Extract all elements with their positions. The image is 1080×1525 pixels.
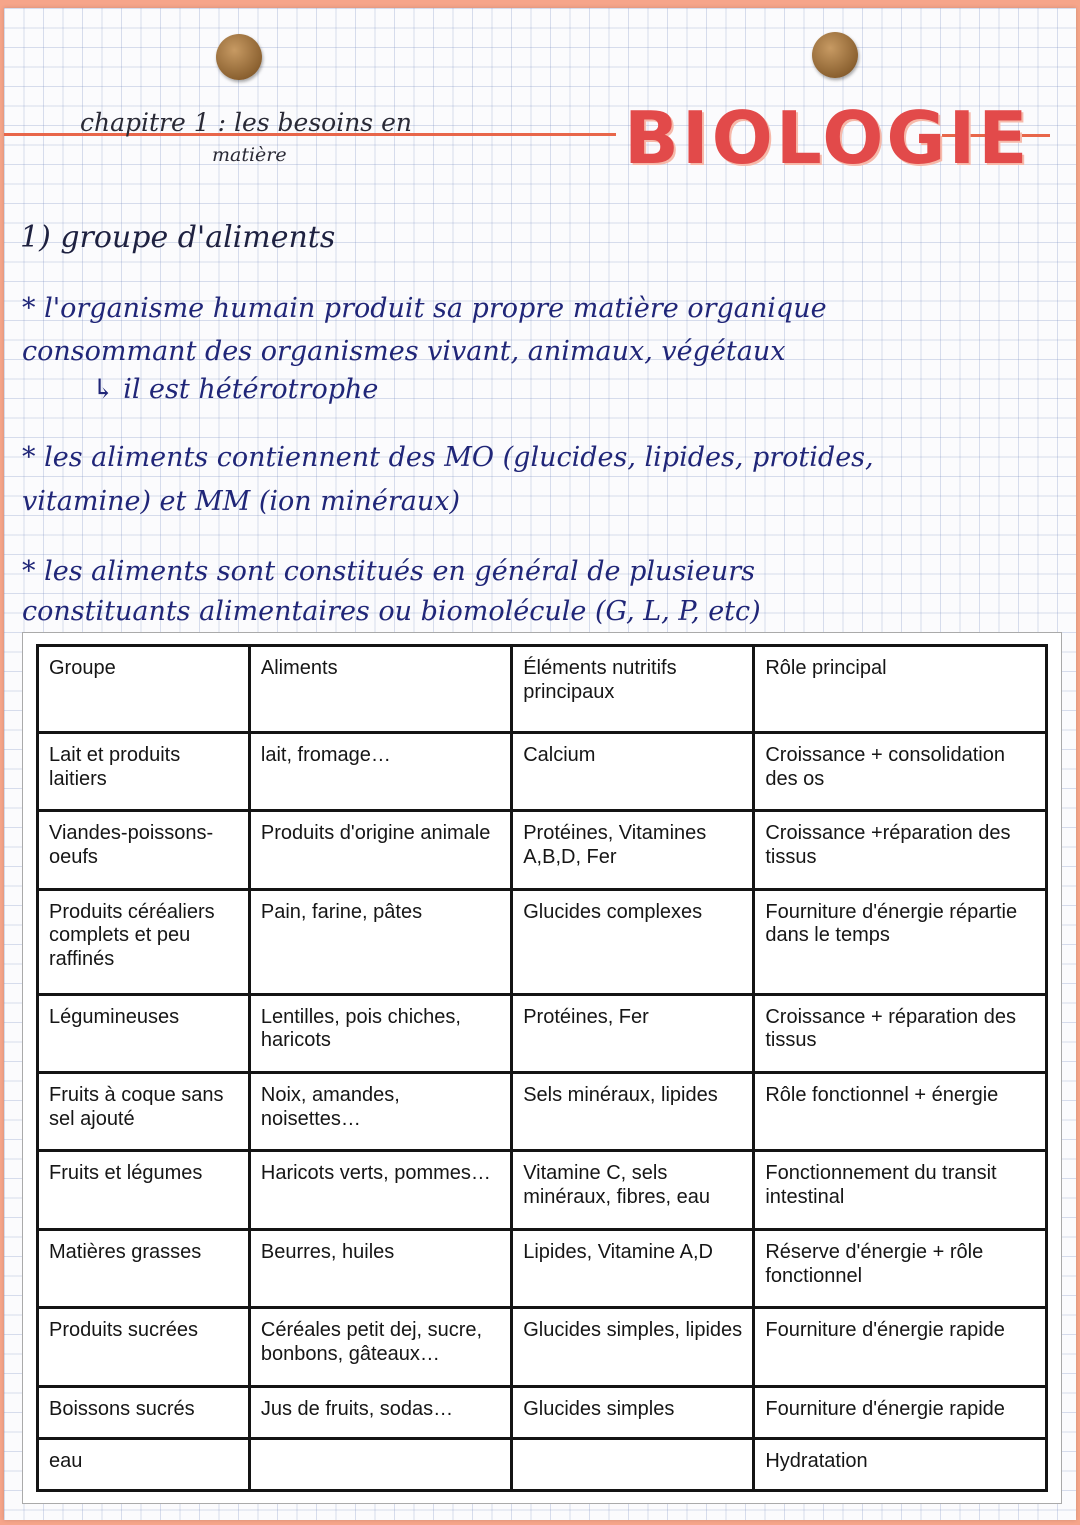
point1-line3: ↳ il est hétérotrophe — [92, 374, 379, 405]
cell-nutriments: Glucides simples — [512, 1386, 754, 1438]
cell-aliments: lait, fromage… — [249, 733, 511, 811]
section-heading: 1) groupe d'aliments — [20, 220, 336, 255]
subject-title: BIOLOGIE — [624, 96, 1031, 180]
table-row — [38, 889, 1047, 994]
header-role-principal: Rôle principal — [754, 646, 1047, 733]
table-row — [38, 811, 1047, 889]
cell-role: Croissance +réparation des tissus — [754, 811, 1047, 889]
cell-role: Rôle fonctionnel + énergie — [754, 1073, 1047, 1151]
cell-groupe: Produits céréaliers complets et peu raffinés — [38, 889, 250, 994]
cell-nutriments: Vitamine C, sels minéraux, fibres, eau — [512, 1151, 754, 1229]
point1-line1: * l'organisme humain produit sa propre matière organique — [22, 293, 827, 324]
food-groups-sheet — [22, 632, 1062, 1504]
table-row — [38, 1229, 1047, 1307]
table-row — [38, 1151, 1047, 1229]
cell-aliments — [249, 1438, 511, 1490]
cell-role: Hydratation — [754, 1438, 1047, 1490]
cell-aliments: Noix, amandes, noisettes… — [249, 1073, 511, 1151]
header-aliments: Aliments — [249, 646, 511, 733]
point2-line2: vitamine) et MM (ion minéraux) — [22, 486, 460, 517]
cell-aliments: Haricots verts, pommes… — [249, 1151, 511, 1229]
cell-groupe: Légumineuses — [38, 994, 250, 1072]
cell-nutriments: Glucides complexes — [512, 889, 754, 994]
cell-nutriments: Protéines, Vitamines A,B,D, Fer — [512, 811, 754, 889]
cell-role: Fourniture d'énergie rapide — [754, 1308, 1047, 1386]
cell-role: Réserve d'énergie + rôle fonctionnel — [754, 1229, 1047, 1307]
cell-groupe: Fruits à coque sans sel ajouté — [38, 1073, 250, 1151]
cell-aliments: Lentilles, pois chiches, haricots — [249, 994, 511, 1072]
table-row — [38, 1386, 1047, 1438]
cell-nutriments: Sels minéraux, lipides — [512, 1073, 754, 1151]
cell-role: Fonctionnement du transit intestinal — [754, 1151, 1047, 1229]
food-groups-table — [36, 644, 1048, 1492]
cell-groupe: Boissons sucrés — [38, 1386, 250, 1438]
cell-groupe: Matières grasses — [38, 1229, 250, 1307]
table-row — [38, 1073, 1047, 1151]
table-header-row — [38, 646, 1047, 733]
cell-nutriments: Calcium — [512, 733, 754, 811]
cell-role: Croissance + consolidation des os — [754, 733, 1047, 811]
cell-role: Fourniture d'énergie rapide — [754, 1386, 1047, 1438]
cell-nutriments: Lipides, Vitamine A,D — [512, 1229, 754, 1307]
table-row — [38, 733, 1047, 811]
chapter-title-continued: matière — [212, 144, 287, 166]
cell-aliments: Céréales petit dej, sucre, bonbons, gâteaux… — [249, 1308, 511, 1386]
chapter-title: chapitre 1 : les besoins en — [80, 108, 412, 137]
header-elements-nutritifs: Éléments nutritifs principaux — [512, 646, 754, 733]
cell-nutriments: Glucides simples, lipides — [512, 1308, 754, 1386]
point1-line2: consommant des organismes vivant, animaux, végétaux — [22, 336, 786, 367]
table-row — [38, 994, 1047, 1072]
cell-groupe: Produits sucrées — [38, 1308, 250, 1386]
cell-nutriments: Protéines, Fer — [512, 994, 754, 1072]
cell-groupe: Viandes-poissons-oeufs — [38, 811, 250, 889]
cell-groupe: Lait et produits laitiers — [38, 733, 250, 811]
cell-groupe: Fruits et légumes — [38, 1151, 250, 1229]
cell-role: Croissance + réparation des tissus — [754, 994, 1047, 1072]
cell-aliments: Jus de fruits, sodas… — [249, 1386, 511, 1438]
table-row — [38, 1438, 1047, 1490]
cell-aliments: Beurres, huiles — [249, 1229, 511, 1307]
thumbtack-right — [812, 32, 858, 78]
point2-line1: * les aliments contiennent des MO (glucides, lipides, protides, — [22, 442, 874, 473]
cell-aliments: Produits d'origine animale — [249, 811, 511, 889]
cell-groupe: eau — [38, 1438, 250, 1490]
cell-role: Fourniture d'énergie répartie dans le temps — [754, 889, 1047, 994]
table-row — [38, 1308, 1047, 1386]
thumbtack-left — [216, 34, 262, 80]
point3-line1: * les aliments sont constitués en général de plusieurs — [22, 556, 756, 587]
cell-nutriments — [512, 1438, 754, 1490]
notebook-page — [4, 8, 1076, 1520]
point3-line2: constituants alimentaires ou biomolécule (G, L, P, etc) — [22, 596, 761, 627]
cell-aliments: Pain, farine, pâtes — [249, 889, 511, 994]
header-groupe: Groupe — [38, 646, 250, 733]
